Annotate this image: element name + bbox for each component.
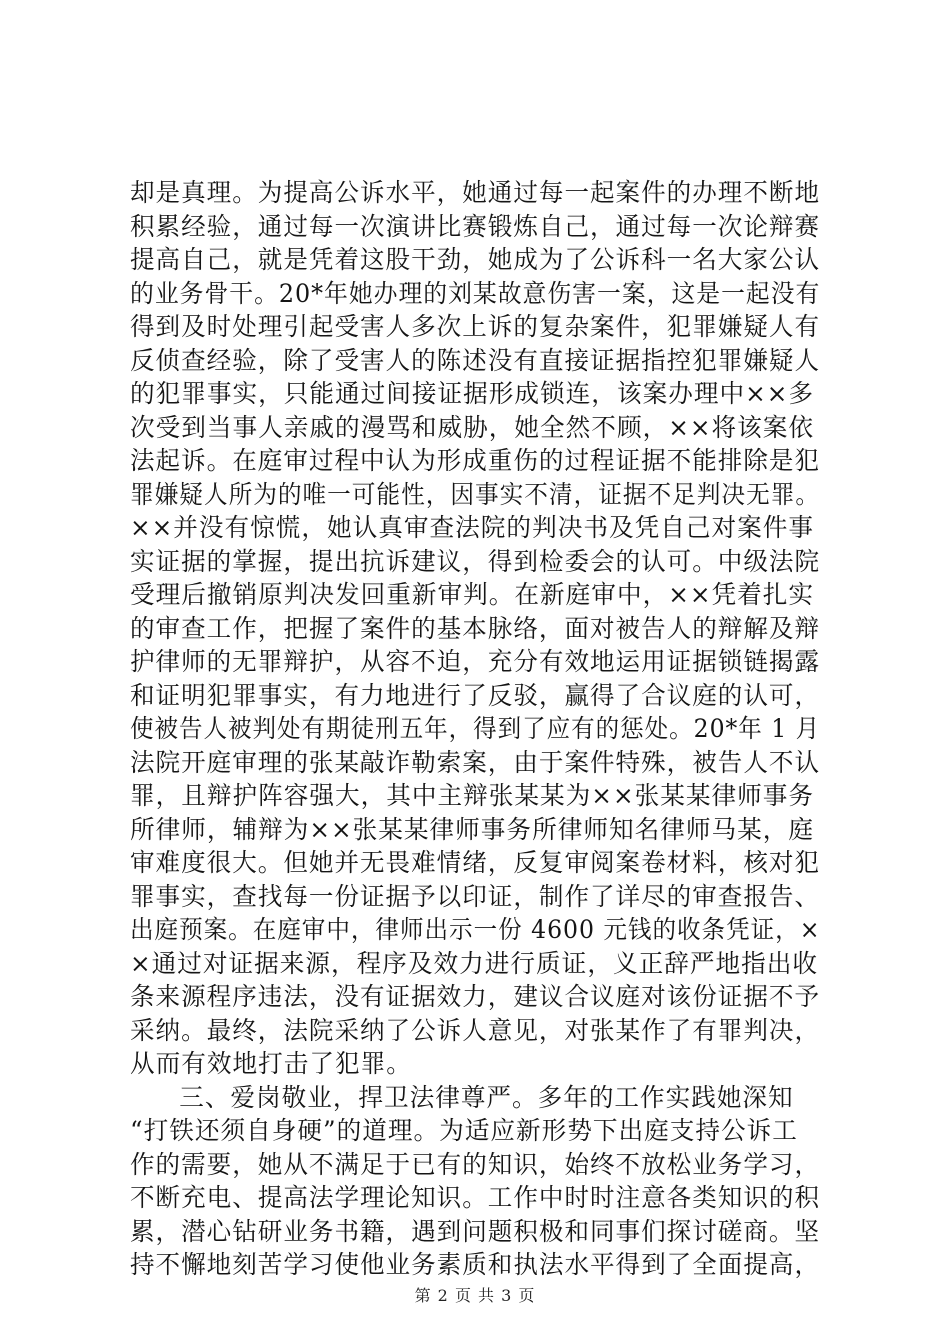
text-line: 审难度很大。但她并无畏难情绪，反复审阅案卷材料，核对犯 [130, 848, 821, 877]
text-line: 持不懈地刻苦学习使他业务素质和执法水平得到了全面提高， [130, 1250, 821, 1279]
text-line: 得到及时处理引起受害人多次上诉的复杂案件，犯罪嫌疑人有 [130, 312, 821, 341]
text-line: 的审查工作，把握了案件的基本脉络，面对被告人的辩解及辩 [130, 613, 821, 643]
text-line: 提高自己，就是凭着这股干劲，她成为了公诉科一名大家公认 [130, 245, 821, 274]
document-body [130, 176, 830, 1282]
text-line: 使被告人被判处有期徒刑五年，得到了应有的惩处。20*年 1 月 [130, 714, 821, 743]
text-line: 反侦查经验，除了受害人的陈述没有直接证据指控犯罪嫌疑人 [130, 345, 821, 375]
text-line: ×通过对证据来源，程序及效力进行质证，义正辞严地指出收 [130, 948, 818, 978]
text-line: 条来源程序违法，没有证据效力，建议合议庭对该份证据不予 [130, 982, 821, 1011]
text-line: 从而有效地打击了犯罪。 [130, 1049, 412, 1078]
text-line: 却是真理。为提高公诉水平，她通过每一起案件的办理不断地 [130, 178, 821, 207]
text-line: 罪，且辩护阵容强大，其中主辩张某某为××张某某律师事务 [130, 781, 814, 810]
text-line: 罪嫌疑人所为的唯一可能性，因事实不清，证据不足判决无罪。 [130, 479, 821, 509]
text-line: 采纳。最终，法院采纳了公诉人意见，对张某作了有罪判决， [130, 1015, 821, 1045]
text-line: 三、爱岗敬业，捍卫法律尊严。多年的工作实践她深知 [179, 1082, 794, 1112]
text-line: 护律师的无罪辩护，从容不迫，充分有效地运用证据锁链揭露 [130, 647, 821, 676]
text-line: 积累经验，通过每一次演讲比赛锻炼自己，通过每一次论辩赛 [130, 211, 821, 241]
text-line: 次受到当事人亲戚的漫骂和威胁，她全然不顾，××将该案依 [130, 412, 814, 442]
text-line: 受理后撤销原判决发回重新审判。在新庭审中，××凭着扎实 [130, 580, 814, 609]
text-line: 不断充电、提高法学理论知识。工作中时时注意各类知识的积 [130, 1183, 821, 1212]
text-line: 罪事实，查找每一份证据予以印证，制作了详尽的审查报告、 [130, 881, 821, 911]
text-line: 实证据的掌握，提出抗诉建议，得到检委会的认可。中级法院 [130, 546, 821, 576]
text-line: ××并没有惊慌，她认真审查法院的判决书及凭自己对案件事 [130, 513, 814, 542]
text-line: 的犯罪事实，只能通过间接证据形成锁连，该案办理中××多 [130, 379, 814, 408]
text-line: 出庭预案。在庭审中，律师出示一份 4600 元钱的收条凭证，× [130, 915, 821, 944]
text-line: “打铁还须自身硬”的道理。为适应新形势下出庭支持公诉工 [130, 1116, 798, 1145]
page-footer: 第 2 页 共 3 页 [414, 1286, 536, 1305]
text-line: 所律师，辅辩为××张某某律师事务所律师知名律师马某，庭 [130, 814, 814, 844]
text-line: 法起诉。在庭审过程中认为形成重伤的过程证据不能排除是犯 [130, 446, 821, 475]
text-line: 和证明犯罪事实，有力地进行了反驳，赢得了合议庭的认可， [130, 680, 821, 710]
text-line: 法院开庭审理的张某敲诈勒索案，由于案件特殊，被告人不认 [130, 747, 821, 777]
text-line: 作的需要，她从不满足于已有的知识，始终不放松业务学习， [130, 1149, 821, 1179]
text-line: 累，潜心钻研业务书籍，遇到问题积极和同事们探讨磋商。坚 [130, 1216, 821, 1246]
text-line: 的业务骨干。20*年她办理的刘某故意伤害一案，这是一起没有 [130, 278, 821, 308]
